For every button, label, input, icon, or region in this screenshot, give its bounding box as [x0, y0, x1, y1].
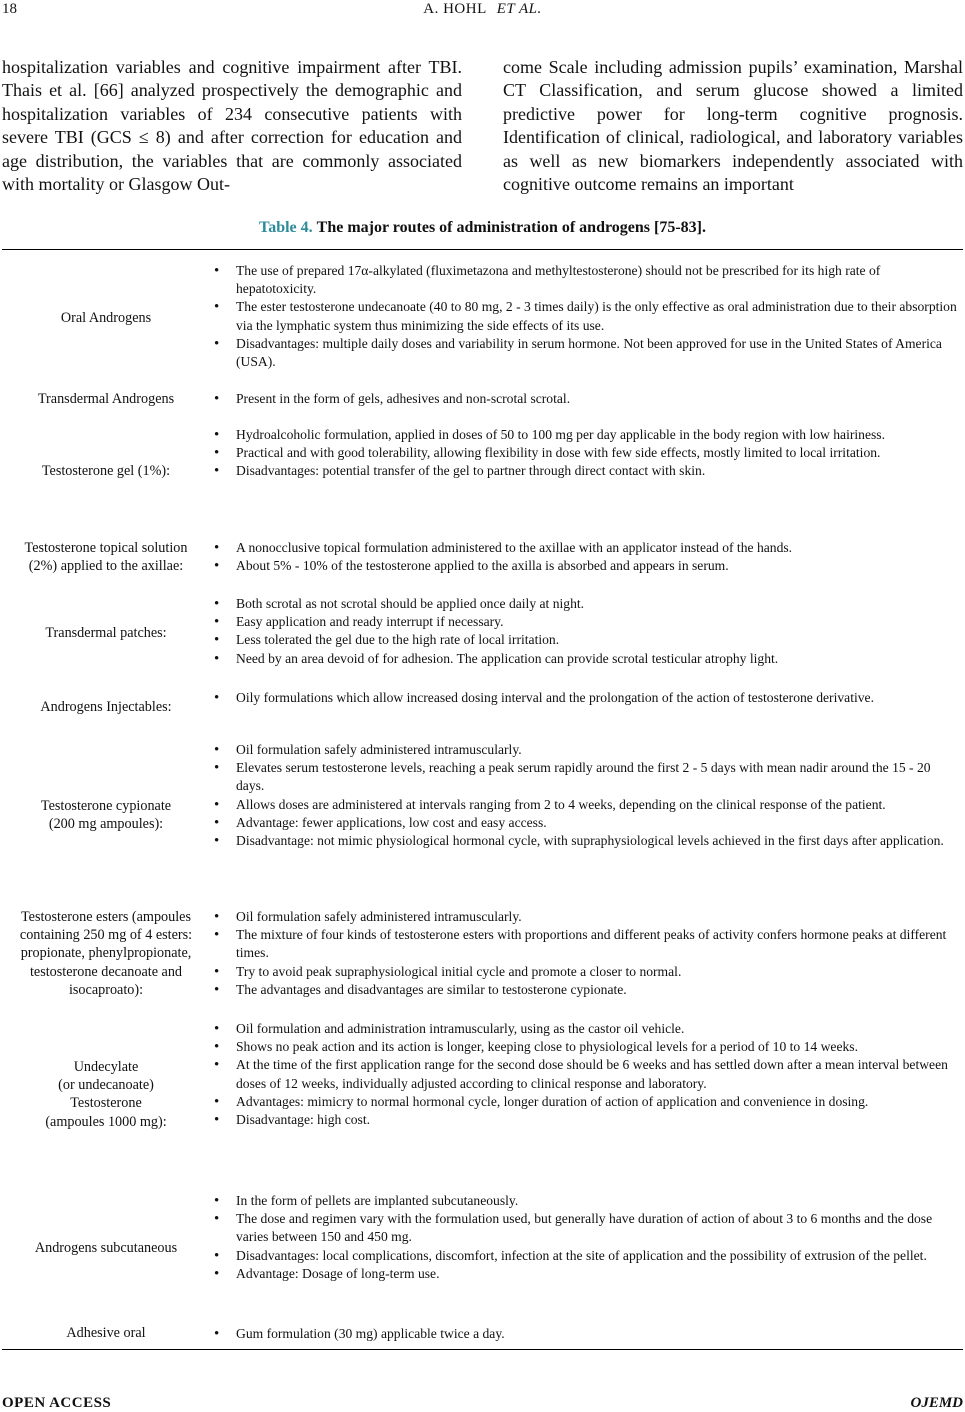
list-item: • Disadvantage: high cost.: [213, 1111, 958, 1129]
row-category: Androgens Injectables:: [40, 699, 172, 715]
list-item: • Oil formulation safely administered intramuscularly.: [213, 908, 958, 926]
list-item: • The use of prepared 17α-alkylated (fluximetazona and methyltestosterone) should not be prescribed for its high rate of hepatotoxicity.: [213, 262, 958, 298]
list-item: • The advantages and disadvantages are similar to testosterone cypionate.: [213, 981, 958, 999]
row-bullet-list: [213, 595, 958, 668]
row-category: Androgens subcutaneous: [34, 1240, 178, 1256]
row-category: Testosterone topical solution (2%) applied to the axillae:: [24, 540, 188, 575]
list-item: • Oily formulations which allow increased dosing interval and the prolongation of the action of testosterone derivative.: [213, 689, 958, 707]
list-item: • Both scrotal as not scrotal should be applied once daily at night.: [213, 595, 958, 613]
row-bullet-list: [213, 1020, 958, 1129]
list-item: • Oil formulation and administration intramuscularly, using as the castor oil vehicle.: [213, 1020, 958, 1038]
list-item: • Less tolerated the gel due to the high rate of local irritation.: [213, 631, 958, 649]
body-text-left-column: hospitalization variables and cognitive impairment after TBI. Thais et al. [66] analyzed prospectively the demographic and hospitalization variables of 234 consecutive patients with severe TBI (GCS ≤ 8) and after correction for education and age distribution, the variables that are commonly associated with mortality or Glasgow Out-: [2, 57, 462, 195]
table-top-rule: [2, 249, 963, 250]
running-title-suffix: ET AL.: [496, 1, 542, 17]
row-bullet-list: [213, 741, 958, 850]
list-item: • The dose and regimen vary with the formulation used, but generally have duration of action of about 3 to 6 months and the dose varies between 150 and 450 mg.: [213, 1210, 958, 1246]
table-bottom-rule: [2, 1349, 963, 1350]
list-item: • Disadvantages: multiple daily doses and variability in serum hormone. Not been approved for use in the United States of America (USA).: [213, 335, 958, 371]
row-bullet-list: [213, 689, 958, 707]
list-item: • Allows doses are administered at intervals ranging from 2 to 4 weeks, depending on the clinical response of the patient.: [213, 796, 958, 814]
list-item: • Elevates serum testosterone levels, reaching a peak serum rapidly around the first 2 - 5 days with mean nadir around the 15 - 20 days.: [213, 759, 958, 795]
list-item: • Need by an area devoid of for adhesion. The application can provide scrotal testicular atrophy light.: [213, 650, 958, 668]
row-category: Transdermal Androgens: [37, 391, 175, 407]
row-category: Testosterone gel (1%):: [41, 463, 171, 479]
running-title-author: A. HOHL: [423, 1, 487, 17]
list-item: • About 5% - 10% of the testosterone applied to the axilla is absorbed and appears in serum.: [213, 557, 958, 575]
list-item: • Hydroalcoholic formulation, applied in doses of 50 to 100 mg per day applicable in the body region with low hairiness.: [213, 426, 958, 444]
list-item: • Advantages: mimicry to normal hormonal cycle, longer duration of action of application and convenience in dosing.: [213, 1093, 958, 1111]
footer-open-access: OPEN ACCESS: [2, 1395, 112, 1411]
list-item: • The mixture of four kinds of testosterone esters with proportions and different peaks of activity confers hormone peaks at different times.: [213, 926, 958, 962]
footer-journal: OJEMD: [910, 1395, 963, 1411]
row-bullet-list: [213, 1192, 958, 1283]
list-item: • Disadvantages: local complications, discomfort, infection at the site of application and the possibility of extrusion of the pellet.: [213, 1247, 958, 1265]
list-item: • Practical and with good tolerability, allowing flexibility in dose with few side effects, mostly limited to local irritation.: [213, 444, 958, 462]
row-bullet-list: [213, 539, 958, 575]
page-number: 18: [2, 1, 17, 17]
list-item: • Advantage: fewer applications, low cost and easy access.: [213, 814, 958, 832]
list-item: • Shows no peak action and its action is longer, keeping close to physiological levels for a period of 10 to 14 weeks.: [213, 1038, 958, 1056]
row-bullet-list: [213, 390, 958, 408]
row-bullet-list: [213, 262, 958, 371]
list-item: • Disadvantage: not mimic physiological hormonal cycle, with supraphysiological levels achieved in the first days after application.: [213, 832, 958, 850]
running-title: [0, 1, 965, 18]
row-category: Oral Androgens: [60, 310, 152, 326]
list-item: • Gum formulation (30 mg) applicable twice a day.: [213, 1325, 958, 1343]
row-category: Undecylate (or undecanoate) Testosterone (ampoules 1000 mg):: [45, 1059, 167, 1130]
list-item: • Advantage: Dosage of long-term use.: [213, 1265, 958, 1283]
table-label: Table 4.: [259, 219, 313, 236]
body-text-right-column: come Scale including admission pupils’ examination, Marshal CT Classification, and serum glucose showed a limited predictive power for long-term cognitive prognosis. Identification of clinical, radiological, and laboratory variables as well as new biomarkers independently associated with cognitive outcome remains an important: [503, 57, 963, 195]
table-caption: [0, 219, 965, 237]
list-item: • Try to avoid peak supraphysiological initial cycle and promote a closer to normal.: [213, 963, 958, 981]
row-bullet-list: [213, 908, 958, 999]
row-category: Testosterone cypionate (200 mg ampoules):: [40, 798, 172, 833]
list-item: • In the form of pellets are implanted subcutaneously.: [213, 1192, 958, 1210]
list-item: • At the time of the first application range for the second dose should be 6 weeks and has settled down after a mean interval between doses of 12 weeks, individually adjusted according to clinical response and laboratory.: [213, 1056, 958, 1092]
list-item: • Present in the form of gels, adhesives and non-scrotal scrotal.: [213, 390, 958, 408]
list-item: • Disadvantages: potential transfer of the gel to partner through direct contact with skin.: [213, 462, 958, 480]
body-text: [2, 56, 963, 198]
page-header: [0, 0, 965, 22]
row-category: Adhesive oral: [66, 1325, 146, 1341]
list-item: • Easy application and ready interrupt if necessary.: [213, 613, 958, 631]
list-item: • A nonocclusive topical formulation administered to the axillae with an applicator instead of the hands.: [213, 539, 958, 557]
row-category: Transdermal patches:: [45, 625, 167, 641]
list-item: • Oil formulation safely administered intramuscularly.: [213, 741, 958, 759]
row-category: Testosterone esters (ampoules containing 250 mg of 4 esters: propionate, phenylpropionate, testosterone decanoate and isocaproato):: [19, 909, 193, 998]
list-item: • The ester testosterone undecanoate (40 to 80 mg, 2 - 3 times daily) is the only effective as oral administration due to their absorption via the lymphatic system thus minimizing the side effects of its use.: [213, 298, 958, 334]
row-bullet-list: [213, 426, 958, 481]
table-title: The major routes of administration of androgens [75-83].: [316, 219, 706, 236]
row-bullet-list: [213, 1325, 958, 1343]
